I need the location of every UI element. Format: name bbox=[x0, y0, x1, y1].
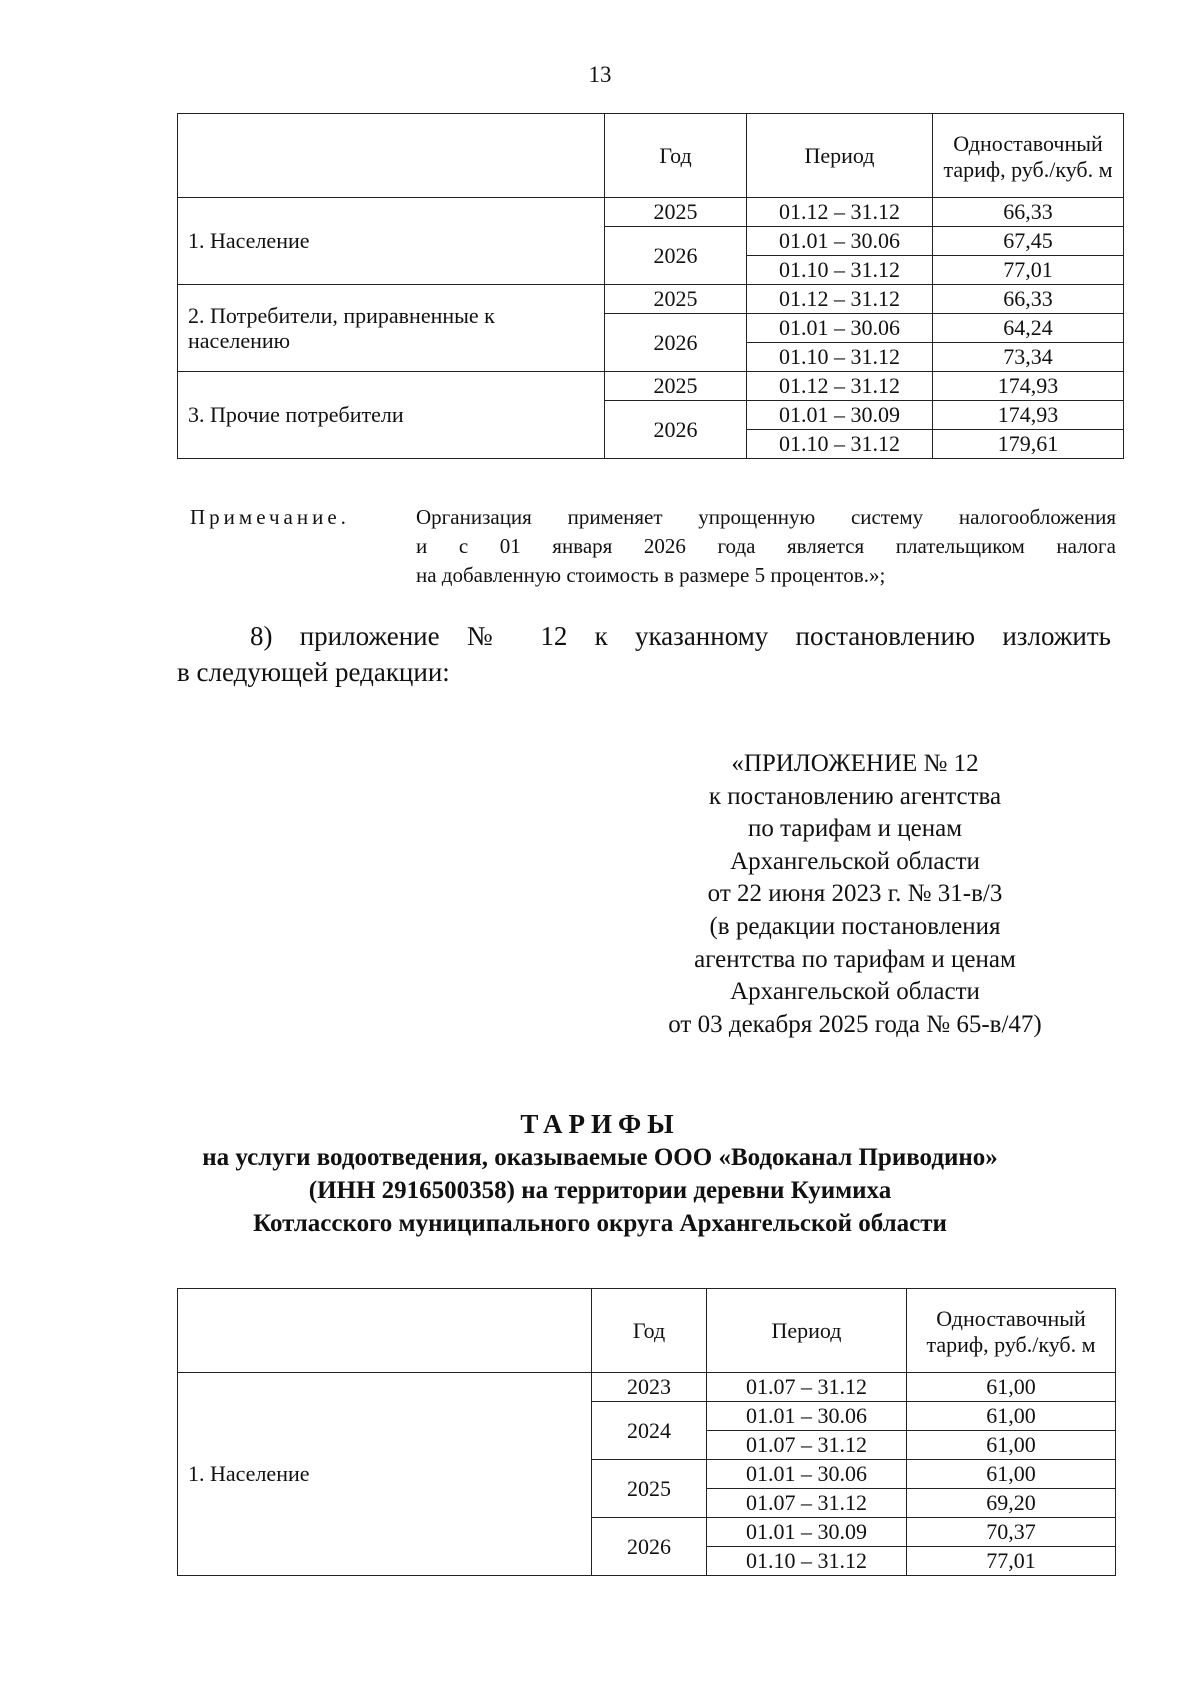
year-cell: 2025 bbox=[605, 198, 747, 227]
year-cell: 2026 bbox=[605, 401, 747, 459]
appendix-line: Архангельской области bbox=[730, 978, 980, 1006]
period-cell: 01.01 – 30.06 bbox=[747, 227, 933, 256]
appendix-header bbox=[655, 748, 1055, 1041]
item-8-line: 8) приложение № 12 к указанному постановлению изложить bbox=[250, 621, 1111, 651]
table-header-cell: Период bbox=[707, 1289, 907, 1373]
tariff-cell: 66,33 bbox=[933, 198, 1124, 227]
consumer-group-cell: 2. Потребители, приравненные к населению bbox=[178, 285, 605, 372]
item-8-paragraph bbox=[177, 618, 1111, 690]
table-header-cell bbox=[178, 114, 605, 198]
tariff-cell: 70,37 bbox=[907, 1518, 1116, 1547]
period-cell: 01.10 – 31.12 bbox=[747, 430, 933, 459]
appendix-line: (в редакции постановления bbox=[709, 912, 1001, 940]
page-number: 13 bbox=[588, 62, 612, 87]
table1-body bbox=[178, 114, 1124, 459]
period-cell: 01.07 – 31.12 bbox=[707, 1431, 907, 1460]
appendix-line: Архангельской области bbox=[730, 847, 980, 875]
period-cell: 01.01 – 30.06 bbox=[707, 1402, 907, 1431]
appendix-line: «ПРИЛОЖЕНИЕ № 12 bbox=[731, 750, 979, 777]
tariff-cell: 61,00 bbox=[907, 1373, 1116, 1402]
table-header-cell: Одноставочный тариф, руб./куб. м bbox=[907, 1289, 1116, 1373]
tariff-cell: 179,61 bbox=[933, 430, 1124, 459]
table-header-cell: Период bbox=[747, 114, 933, 198]
period-cell: 01.10 – 31.12 bbox=[747, 256, 933, 285]
note-text bbox=[416, 503, 1116, 590]
tariff-cell: 174,93 bbox=[933, 401, 1124, 430]
appendix-line: от 03 декабря 2025 года № 65-в/47) bbox=[668, 1010, 1042, 1038]
tariff-cell: 73,34 bbox=[933, 343, 1124, 372]
period-cell: 01.01 – 30.06 bbox=[747, 314, 933, 343]
tariff-cell: 61,00 bbox=[907, 1402, 1116, 1431]
tariff-cell: 66,33 bbox=[933, 285, 1124, 314]
period-cell: 01.12 – 31.12 bbox=[747, 198, 933, 227]
table-header-cell: Год bbox=[592, 1289, 707, 1373]
tariff-cell: 61,00 bbox=[907, 1460, 1116, 1489]
appendix-line: по тарифам и ценам bbox=[747, 815, 963, 843]
year-cell: 2025 bbox=[605, 285, 747, 314]
note-line: Организация применяет упрощенную систему налогообложения bbox=[416, 505, 1116, 529]
period-cell: 01.07 – 31.12 bbox=[707, 1373, 907, 1402]
tariff-cell: 64,24 bbox=[933, 314, 1124, 343]
year-cell: 2026 bbox=[592, 1518, 707, 1576]
tariff-cell: 174,93 bbox=[933, 372, 1124, 401]
title-subtitle-line: на услуги водоотведения, оказываемые ООО «Водоканал Приводино» bbox=[202, 1144, 998, 1171]
item-8-line: в следующей редакции: bbox=[177, 657, 450, 687]
title-subtitle-line: (ИНН 2916500358) на территории деревни Куимиха bbox=[308, 1177, 892, 1204]
table2-body bbox=[178, 1289, 1116, 1576]
period-cell: 01.01 – 30.06 bbox=[707, 1460, 907, 1489]
year-cell: 2024 bbox=[592, 1402, 707, 1460]
year-cell: 2025 bbox=[605, 372, 747, 401]
period-cell: 01.10 – 31.12 bbox=[747, 343, 933, 372]
tariff-cell: 61,00 bbox=[907, 1431, 1116, 1460]
tariff-table-1 bbox=[177, 113, 1124, 459]
consumer-group-cell: 3. Прочие потребители bbox=[178, 372, 605, 459]
table-header-cell: Одноставочный тариф, руб./куб. м bbox=[933, 114, 1124, 198]
period-cell: 01.07 – 31.12 bbox=[707, 1489, 907, 1518]
year-cell: 2026 bbox=[605, 227, 747, 285]
tariff-cell: 77,01 bbox=[933, 256, 1124, 285]
table-header-cell: Год bbox=[605, 114, 747, 198]
tariffs-title bbox=[0, 1108, 1200, 1240]
tariff-cell: 69,20 bbox=[907, 1489, 1116, 1518]
table-header-row bbox=[178, 1289, 1116, 1373]
period-cell: 01.10 – 31.12 bbox=[707, 1547, 907, 1576]
note-label: Примечание. bbox=[190, 505, 350, 529]
year-cell: 2025 bbox=[592, 1460, 707, 1518]
tariff-cell: 67,45 bbox=[933, 227, 1124, 256]
table-header-cell bbox=[178, 1289, 592, 1373]
year-cell: 2023 bbox=[592, 1373, 707, 1402]
table-row bbox=[178, 285, 1124, 314]
consumer-group-cell: 1. Население bbox=[178, 198, 605, 285]
period-cell: 01.12 – 31.12 bbox=[747, 285, 933, 314]
title-heading: ТАРИФЫ bbox=[520, 1109, 680, 1139]
table-row bbox=[178, 372, 1124, 401]
note-line: и с 01 января 2026 года является плательщиком налога bbox=[416, 534, 1116, 558]
period-cell: 01.01 – 30.09 bbox=[707, 1518, 907, 1547]
tariff-table-2 bbox=[177, 1288, 1116, 1576]
tariff-cell: 77,01 bbox=[907, 1547, 1116, 1576]
appendix-line: агентства по тарифам и ценам bbox=[694, 945, 1016, 973]
title-subtitle-line: Котласского муниципального округа Архангельской области bbox=[253, 1210, 947, 1237]
appendix-line: к постановлению агентства bbox=[708, 782, 1002, 810]
table-row bbox=[178, 1373, 1116, 1402]
table-row bbox=[178, 198, 1124, 227]
appendix-line: от 22 июня 2023 г. № 31-в/3 bbox=[707, 880, 1003, 908]
consumer-group-cell: 1. Население bbox=[178, 1373, 592, 1576]
note-line: на добавленную стоимость в размере 5 процентов.»; bbox=[416, 563, 886, 587]
table-header-row bbox=[178, 114, 1124, 198]
period-cell: 01.12 – 31.12 bbox=[747, 372, 933, 401]
period-cell: 01.01 – 30.09 bbox=[747, 401, 933, 430]
year-cell: 2026 bbox=[605, 314, 747, 372]
